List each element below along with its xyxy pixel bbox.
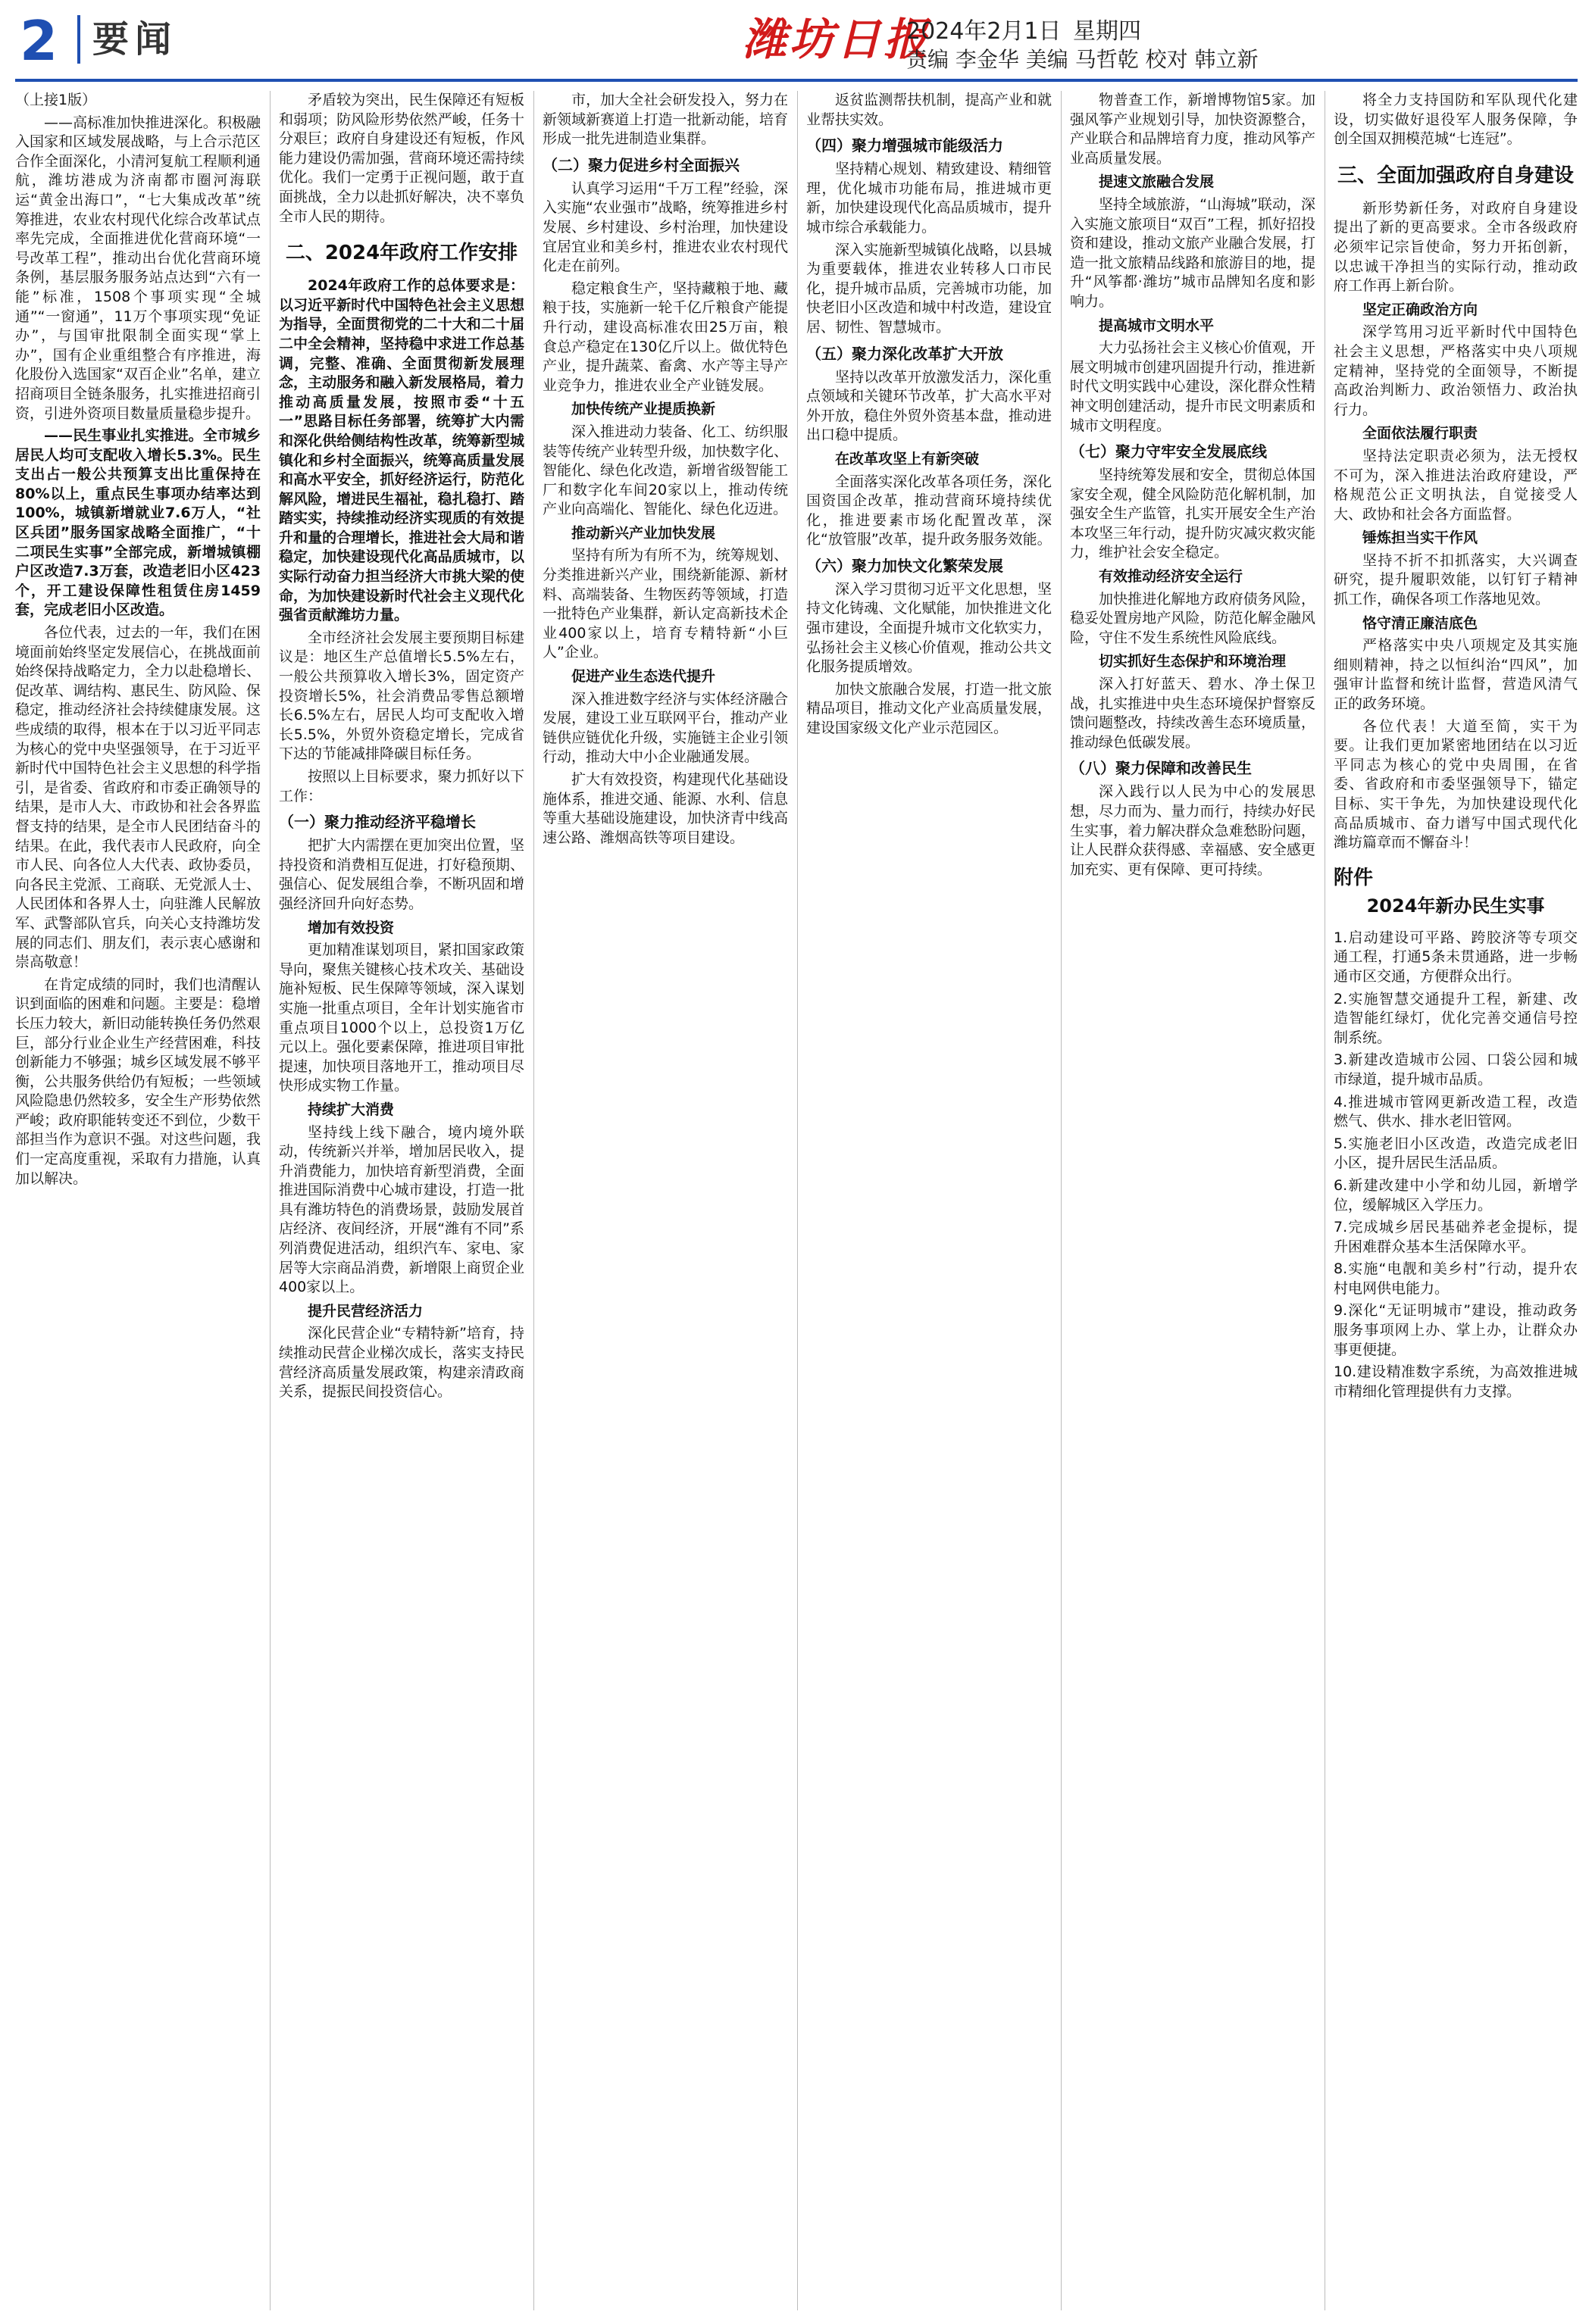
paragraph: 深入学习贯彻习近平文化思想，坚持文化铸魂、文化赋能，加快推进文化强市建设，全面提升城市文化软实力，弘扬社会主义核心价值观，推动公共文化服务提质增效。 bbox=[806, 580, 1052, 676]
list-item: 8.实施“电靓和美乡村”行动，提升农村电网供电能力。 bbox=[1334, 1260, 1578, 1297]
topic-heading: 促进产业生态迭代提升 bbox=[571, 668, 716, 686]
paragraph: 物普查工作，新增博物馆5家。加强风筝产业规划引导，加快资源整合，产业联合和品牌培育力度，推动风筝产业高质量发展。 bbox=[1070, 92, 1315, 167]
paragraph: 加快推进化解地方政府债务风险，稳妥处置房地产风险，防范化解金融风险，守住不发生系统性风险底线。 bbox=[1070, 590, 1315, 646]
column-2 bbox=[279, 91, 524, 2310]
topic-heading: 恪守清正廉洁底色 bbox=[1362, 614, 1478, 632]
topic-heading: 全面依法履行职责 bbox=[1362, 425, 1478, 442]
column-3 bbox=[543, 91, 788, 2310]
paragraph: 各位代表，过去的一年，我们在困境面前始终坚定发展信心，在挑战面前始终保持战略定力，全力以赴稳增长、促改革、调结构、惠民生、防风险、保稳定，推动经济社会持续健康发展。这些成绩的取得，根本在于以习近平同志为核心的党中央坚强领导，在于习近平新时代中国特色社会主义思想的科学指引，是省委、省政府和市委正确领导的结果，是市人大、市政协和社会各界监督支持的结果，是全市人民团结奋斗的结果。在此，我代表市人民政府，向全市人民、向各位人大代表、政协委员，向各民主党派、工商联、无党派人士、人民团体和各界人士，向驻潍人民解放军、武警部队官兵，向关心支持潍坊发展的同志们、朋友们，表示衷心感谢和崇高敬意！ bbox=[15, 624, 261, 971]
topic-heading: 切实抓好生态保护和环境治理 bbox=[1099, 653, 1287, 670]
section-heading: 三、全面加强政府自身建设 bbox=[1337, 164, 1574, 187]
paragraph: 市，加大全社会研发投入，努力在新领域新赛道上打造一批新动能，培育形成一批先进制造业集群。 bbox=[543, 92, 788, 148]
paragraph: 坚持以改革开放激发活力，深化重点领域和关键环节改革，扩大高水平对外开放，稳住外贸外资基本盘，推动进出口稳中提质。 bbox=[806, 368, 1052, 444]
paragraph: 坚持线上线下融合，境内境外联动，传统新兴并举，增加居民收入，提升消费能力，加快培育新型消费，全面推进国际消费中心城市建设，打造一批具有潍坊特色的消费场景，鼓励发展首店经济、夜间经济，开展“潍有不同”系列消费促进活动，组织汽车、家电、家居等大宗商品消费，新增限上商贸企业400家以上。 bbox=[279, 1123, 524, 1296]
paragraph: 坚持全域旅游，“山海城”联动，深入实施文旅项目“双百”工程，抓好招投资和建设，推动文旅产业融合发展，打造一批文旅精品线路和旅游目的地，提升“风筝都·潍坊”城市品牌知名度和影响力。 bbox=[1070, 195, 1315, 310]
column-divider bbox=[533, 91, 534, 2310]
paragraph: 坚持精心规划、精致建设、精细管理，优化城市功能布局，推进城市更新，加快建设现代化高品质城市，提升城市综合承载能力。 bbox=[806, 161, 1052, 236]
list-item: 9.深化“无证明城市”建设，推动政务服务事项网上办、掌上办，让群众办事更便捷。 bbox=[1334, 1302, 1578, 1358]
appendix-title: 附件 bbox=[1334, 866, 1374, 889]
column-1 bbox=[15, 91, 261, 2310]
paragraph: 在肯定成绩的同时，我们也清醒认识到面临的困难和问题。主要是：稳增长压力较大，新旧动能转换任务仍然艰巨，部分行业企业生产经营困难，科技创新能力不够强；城乡区域发展不够平衡，公共服务供给仍有短板；一些领域风险隐患仍然较多，安全生产形势依然严峻；政府职能转变还不到位，少数干部担当作为意识不强。对这些问题，我们一定高度重视，采取有力措施，认真加以解决。 bbox=[15, 976, 261, 1187]
paragraph: 深入打好蓝天、碧水、净土保卫战，扎实推进中央生态环境保护督察反馈问题整改，持续改善生态环境质量，推动绿色低碳发展。 bbox=[1070, 676, 1315, 751]
paragraph: 深学笃用习近平新时代中国特色社会主义思想，严格落实中央八项规定精神，坚持党的全面领导，不断提高政治判断力、政治领悟力、政治执行力。 bbox=[1334, 323, 1578, 418]
continued-note: （上接1版） bbox=[15, 92, 97, 108]
paragraph: 新形势新任务，对政府自身建设提出了新的更高要求。全市各级政府必须牢记宗旨使命，努力开拓创新，以忠诚干净担当的实际行动，推动政府工作再上新台阶。 bbox=[1334, 199, 1578, 295]
issue-weekday: 星期四 bbox=[1073, 18, 1141, 45]
paragraph: ——高标准加快推进深化。积极融入国家和区域发展战略，与上合示范区合作全面深化，小清河复航工程顺利通航，潍坊港成为济南都市圈河海联运“黄金出海口”，“七大集成改革”统筹推进，农业农村现代化综合改革试点率先完成，全面推进优化营商环境“一号改革工程”，推动出台优化营商环境条例，基层服务服务站点达到“六有一能”标准，1508个事项实现“全城通”“一窗通”，11万个事项实现“免证办”，与国审批限制全面实现“掌上办”，国有企业重组整合有序推进，海化股份入选国家“双百企业”名单，建立招商项目全链条服务，扎实推进招商引资，引进外资项目数量质量稳步提升。 bbox=[15, 114, 261, 422]
list-item: 4.推进城市管网更新改造工程，改造燃气、供水、排水老旧管网。 bbox=[1334, 1093, 1578, 1130]
lead-paragraph: 2024年政府工作的总体要求是：以习近平新时代中国特色社会主义思想为指导，全面贯彻党的二十大和二十届二中全会精神，坚持稳中求进工作总基调，完整、准确、全面贯彻新发展理念，主动服务和融入新发展格局，着力推动高质量发展，按照市委“十五一”思路目标任务部署，统筹扩大内需和深化供给侧结构性改革，统筹新型城镇化和乡村全面振兴，统筹高质量发展和高水平安全，抓好经济运行，防范化解风险，增进民生福祉，稳扎稳打、踏踏实实，持续推动经济实现质的有效提升和量的合理增长，推进社会大局和谐稳定，加快建设现代化高品质城市，以实际行动奋力担当经济大市挑大梁的使命，为加快建设新时代社会主义现代化强省贡献潍坊力量。 bbox=[279, 277, 524, 624]
paragraph: 返贫监测帮扶机制，提高产业和就业帮扶实效。 bbox=[806, 92, 1052, 128]
topic-heading: 提速文旅融合发展 bbox=[1099, 173, 1215, 191]
topic-heading: 加快传统产业提质换新 bbox=[571, 401, 716, 418]
paragraph: 认真学习运用“千万工程”经验，深入实施“农业强市”战略，统筹推进乡村发展、乡村建设、乡村治理，加快建设宜居宜业和美乡村，推进农业农村现代化走在前列。 bbox=[543, 180, 788, 275]
list-item: 1.启动建设可平路、跨胶济等专项交通工程，打通5条未贯通路，进一步畅通市区交通，方便群众出行。 bbox=[1334, 929, 1578, 985]
column-divider bbox=[1061, 91, 1062, 2310]
paragraph: 把扩大内需摆在更加突出位置，坚持投资和消费相互促进，打好稳预期、强信心、促发展组合拳，不断巩固和增强经济回升向好态势。 bbox=[279, 837, 524, 912]
column-6 bbox=[1334, 91, 1578, 2310]
paragraph: 按照以上目标要求，聚力抓好以下工作： bbox=[279, 768, 524, 804]
header-rule bbox=[15, 79, 1578, 82]
column-divider bbox=[270, 91, 271, 2310]
topic-heading: 坚定正确政治方向 bbox=[1362, 301, 1478, 318]
editors-credit: 责编 李金华 美编 马哲乾 校对 韩立新 bbox=[906, 47, 1259, 72]
paragraph: 扩大有效投资，构建现代化基础设施体系，推进交通、能源、水利、信息等重大基础设施建设，加快济青中线高速公路、潍烟高铁等项目建设。 bbox=[543, 771, 788, 846]
paragraph: 全市经济社会发展主要预期目标建议是：地区生产总值增长5.5%左右，一般公共预算收入增长3%，固定资产投资增长5%，社会消费品零售总额增长6.5%左右，居民人均可支配收入增长5.5%，外贸外资稳定增长，完成省下达的节能减排降碳目标任务。 bbox=[279, 629, 524, 763]
paragraph: 坚持不折不扣抓落实，大兴调查研究，提升履职效能，以钉钉子精神抓工作，确保各项工作落地见效。 bbox=[1334, 551, 1578, 608]
list-item: 3.新建改造城市公园、口袋公园和城市绿道，提升城市品质。 bbox=[1334, 1051, 1578, 1088]
list-item: 6.新建改建中小学和幼儿园，新增学位，缓解城区入学压力。 bbox=[1334, 1176, 1578, 1214]
paragraph: 坚持法定职责必须为，法无授权不可为，深入推进法治政府建设，严格规范公正文明执法，自觉接受人大、政协和社会各方面监督。 bbox=[1334, 447, 1578, 523]
paragraph: 全面落实深化改革各项任务，深化国资国企改革，推动营商环境持续优化，推进要素市场化配置改革，深化“放管服”改革，提升政务服务效能。 bbox=[806, 473, 1052, 548]
subsection-heading: （八）聚力保障和改善民生 bbox=[1070, 759, 1252, 778]
paragraph: 深入推进数字经济与实体经济融合发展，建设工业互联网平台，推动产业链供应链优化升级，实施链主企业引领行动，推动大中小企业融通发展。 bbox=[543, 690, 788, 766]
topic-heading: 增加有效投资 bbox=[308, 919, 395, 936]
column-4 bbox=[806, 91, 1052, 2310]
paragraph: 加快文旅融合发展，打造一批文旅精品项目，推动文化产业高质量发展，建设国家级文化产业示范园区。 bbox=[806, 680, 1052, 737]
paragraph: 将全力支持国防和军队现代化建设，切实做好退役军人服务保障，争创全国双拥模范城“七连冠”。 bbox=[1334, 92, 1578, 148]
list-item: 7.完成城乡居民基础养老金提标，提升困难群众基本生活保障水平。 bbox=[1334, 1219, 1578, 1255]
topic-heading: 在改革攻坚上有新突破 bbox=[835, 450, 980, 467]
paragraph: 各位代表！大道至简，实干为要。让我们更加紧密地团结在以习近平同志为核心的党中央周围，在省委、省政府和市委坚强领导下，锚定目标、实干争先，为加快建设现代化高品质城市、奋力谱写中国式现代化潍坊篇章而不懈奋斗！ bbox=[1334, 717, 1578, 851]
header-divider bbox=[77, 15, 80, 64]
section-heading: 二、2024年政府工作安排 bbox=[285, 242, 518, 265]
column-5 bbox=[1070, 91, 1315, 2310]
issue-date: 2024年2月1日 bbox=[906, 18, 1062, 45]
paragraph: 深入推进动力装备、化工、纺织服装等传统产业转型升级，加快数字化、智能化、绿色化改造，新增省级智能工厂和数字化车间20家以上，推动传统产业向高端化、智能化、绿色化迈进。 bbox=[543, 423, 788, 518]
subsection-heading: （七）聚力守牢安全发展底线 bbox=[1070, 442, 1267, 461]
paragraph: 深入践行以人民为中心的发展思想，尽力而为、量力而行，持续办好民生实事，着力解决群众急难愁盼问题，让人民群众获得感、幸福感、安全感更加充实、更有保障、更可持续。 bbox=[1070, 783, 1315, 878]
newspaper-logo: 潍坊日报 bbox=[743, 14, 931, 65]
masthead bbox=[0, 0, 1592, 82]
topic-heading: 提升民营经济活力 bbox=[308, 1302, 424, 1320]
column-divider bbox=[797, 91, 798, 2310]
paragraph: 坚持有所为有所不为，统筹规划、分类推进新兴产业，围绕新能源、新材料、高端装备、生物医药等领域，打造一批特色产业集群，新认定高新技术企业400家以上，培育专精特新“小巨人”企业。 bbox=[543, 547, 788, 661]
paragraph: 稳定粮食生产，坚持藏粮于地、藏粮于技，实施新一轮千亿斤粮食产能提升行动，建设高标准农田25万亩，粮食总产稳定在130亿斤以上。做优特色产业，提升蔬菜、畜禽、水产等主导产业竞争力，推进农业全产业链发展。 bbox=[543, 280, 788, 394]
list-item: 10.建设精准数字系统，为高效推进城市精细化管理提供有力支撑。 bbox=[1334, 1363, 1578, 1400]
paragraph: 深入实施新型城镇化战略，以县城为重要载体，推进农业转移人口市民化，提升城市品质，完善城市功能，加快老旧小区改造和城中村改造，建设宜居、韧性、智慧城市。 bbox=[806, 241, 1052, 336]
list-item: 2.实施智慧交通提升工程，新建、改造智能红绿灯，优化完善交通信号控制系统。 bbox=[1334, 990, 1578, 1046]
topic-heading: 持续扩大消费 bbox=[308, 1101, 395, 1118]
topic-heading: 锤炼担当实干作风 bbox=[1362, 529, 1478, 547]
topic-heading: 提高城市文明水平 bbox=[1099, 317, 1215, 334]
article-body bbox=[15, 91, 1578, 2310]
section-title: 要闻 bbox=[92, 18, 178, 61]
paragraph: 大力弘扬社会主义核心价值观，开展文明城市创建巩固提升行动，推进新时代文明实践中心建设，深化群众性精神文明创建活动，提升市民文明素质和城市文明程度。 bbox=[1070, 339, 1315, 434]
topic-heading: 有效推动经济安全运行 bbox=[1099, 568, 1243, 586]
list-item: 5.实施老旧小区改造，改造完成老旧小区，提升居民生活品质。 bbox=[1334, 1135, 1578, 1172]
paragraph: 坚持统筹发展和安全，贯彻总体国家安全观，健全风险防范化解机制，加强安全生产监管，扎实开展安全生产治本攻坚三年行动，提升防灾减灾救灾能力，维护社会安全稳定。 bbox=[1070, 467, 1315, 561]
topic-heading: 推动新兴产业加快发展 bbox=[571, 524, 716, 542]
subsection-heading: （二）聚力促进乡村全面振兴 bbox=[543, 155, 740, 174]
subsection-heading: （四）聚力增强城市能级活力 bbox=[806, 136, 1003, 155]
subsection-heading: （一）聚力推动经济平稳增长 bbox=[279, 813, 476, 832]
page-number: 2 bbox=[20, 9, 58, 73]
paragraph: 矛盾较为突出，民生保障还有短板和弱项；防风险形势依然严峻，任务十分艰巨；政府自身建设还有短板，作风能力建设仍需加强，营商环境还需持续优化。我们一定勇于正视问题，敢于直面挑战，全力以赴抓好解决，决不辜负全市人民的期待。 bbox=[279, 92, 524, 225]
subsection-heading: （六）聚力加快文化繁荣发展 bbox=[806, 556, 1003, 575]
paragraph: ——民生事业扎实推进。全市城乡居民人均可支配收入增长5.3%。民生支出占一般公共预算支出比重保持在80%以上，重点民生事项办结率达到100%，城镇新增就业7.6万人，“社区兵团”服务国家战略全面推广，“十二项民生实事”全部完成，新增城镇棚户区改造7.3万套，改造老旧小区423个，开工建设保障性租赁住房1459套，完成老旧小区改造。 bbox=[15, 427, 261, 619]
appendix-subtitle: 2024年新办民生实事 bbox=[1366, 895, 1545, 917]
paragraph: 更加精准谋划项目，紧扣国家政策导向，聚焦关键核心技术攻关、基础设施补短板、民生保障等领域，深入谋划实施一批重点项目，全年计划实施省市重点项目1000个以上，总投资1万亿元以上。强化要素保障，推进项目审批提速，加快项目落地开工，推动项目尽快形成实物工作量。 bbox=[279, 942, 524, 1095]
subsection-heading: （五）聚力深化改革扩大开放 bbox=[806, 344, 1003, 363]
paragraph: 深化民营企业“专精特新”培育，持续推动民营企业梯次成长，落实支持民营经济高质量发展政策，构建亲清政商关系，提振民间投资信心。 bbox=[279, 1325, 524, 1401]
paragraph: 严格落实中央八项规定及其实施细则精神，持之以恒纠治“四风”，加强审计监督和统计监督，营造风清气正的政务环境。 bbox=[1334, 637, 1578, 713]
